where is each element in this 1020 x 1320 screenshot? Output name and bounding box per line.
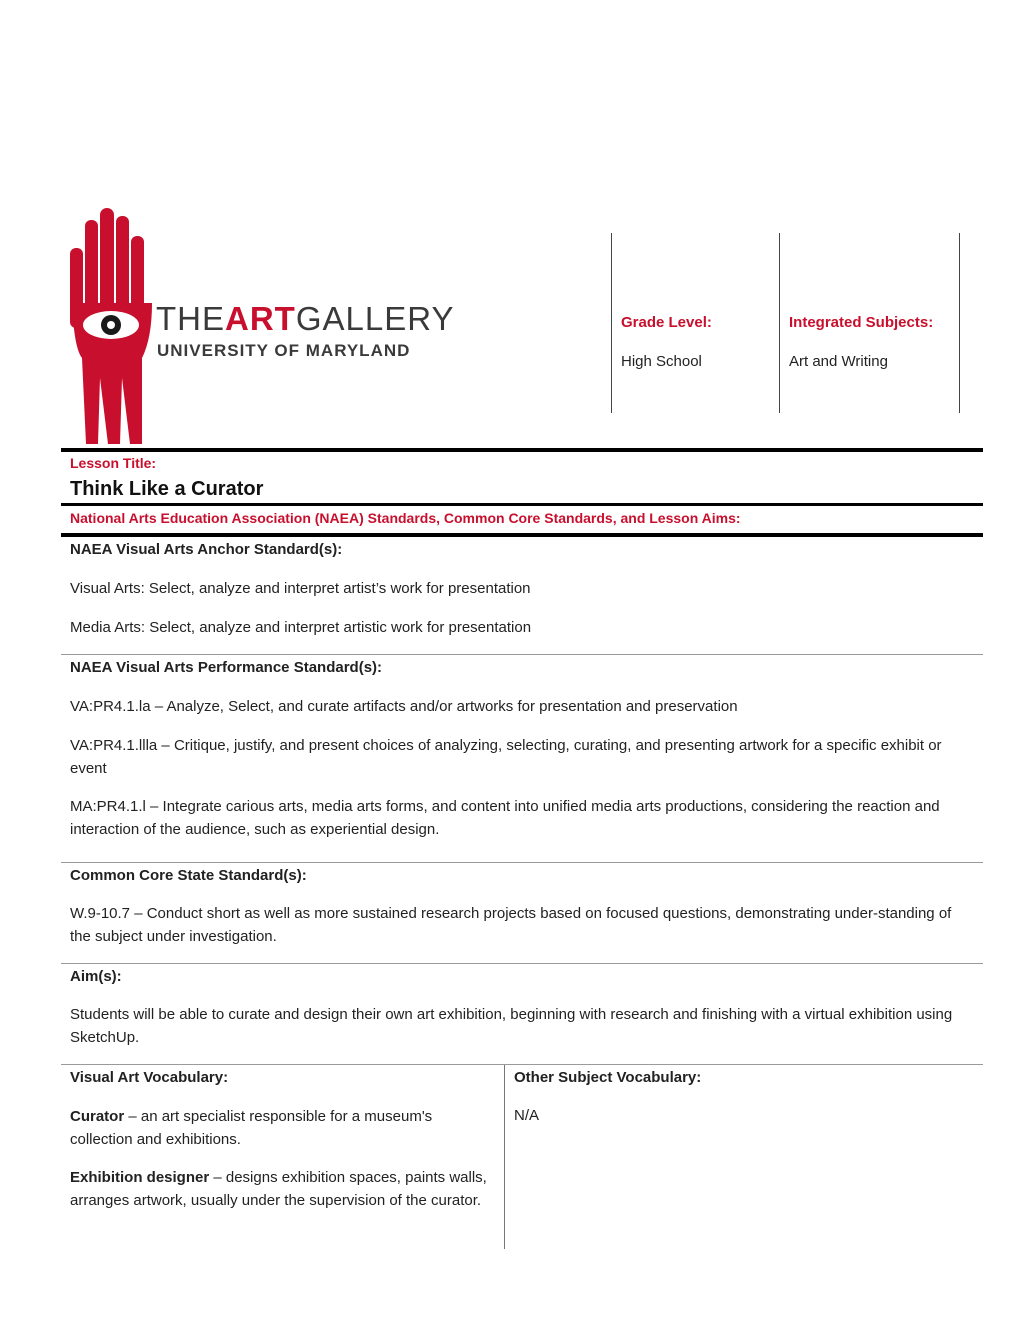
vocab-term: Curator	[70, 1108, 125, 1125]
section-divider	[61, 654, 983, 655]
logo-university: UNIVERSITY OF MARYLAND	[157, 341, 411, 360]
vocab-term: Exhibition designer	[70, 1169, 210, 1186]
grade-level-label: Grade Level:	[621, 314, 712, 331]
logo-gallery: GALLERY	[295, 300, 455, 337]
lesson-title: Think Like a Curator	[70, 478, 264, 500]
integrated-subjects-label: Integrated Subjects:	[789, 314, 934, 331]
thick-rule	[61, 448, 983, 452]
performance-standard-heading: NAEA Visual Arts Performance Standard(s):	[70, 659, 383, 676]
performance-standard-item: VA:PR4.1.la – Analyze, Select, and curate artifacts and/or artworks for presentation and preservation	[70, 698, 738, 715]
logo-the: THE	[156, 300, 225, 337]
other-vocab-value: N/A	[514, 1107, 540, 1124]
header-divider	[959, 233, 960, 413]
integrated-subjects-value: Art and Writing	[789, 353, 888, 370]
other-vocab-heading: Other Subject Vocabulary:	[514, 1069, 702, 1086]
anchor-standard-item: Visual Arts: Select, analyze and interpret artist’s work for presentation	[70, 580, 531, 597]
vocab-column-divider	[504, 1065, 505, 1249]
lesson-title-label: Lesson Title:	[70, 455, 157, 471]
section-divider	[61, 963, 983, 964]
logo-wordmark	[156, 300, 454, 338]
header-divider	[779, 233, 780, 413]
performance-standard-item: MA:PR4.1.l – Integrate carious arts, media arts forms, and content into unified media arts productions, considering the reaction and interaction of the audience, such as experiential design.	[70, 798, 940, 838]
visual-vocab-heading: Visual Art Vocabulary:	[70, 1069, 229, 1086]
vocab-term-entry	[70, 1166, 498, 1212]
section-divider	[61, 862, 983, 863]
performance-standard-item: VA:PR4.1.llla – Critique, justify, and present choices of analyzing, selecting, curating, and presenting artwork for a specific exhibit or event	[70, 737, 942, 777]
thick-rule	[61, 533, 983, 537]
anchor-standard-heading: NAEA Visual Arts Anchor Standard(s):	[70, 541, 343, 558]
vocab-definition: – designs exhibition spaces, paints walls, arranges artwork, usually under the supervision of the curator.	[70, 1169, 487, 1209]
aims-text: Students will be able to curate and design their own art exhibition, beginning with research and finishing with a virtual exhibition using SketchUp.	[70, 1006, 953, 1046]
thick-rule	[61, 503, 983, 506]
common-core-heading: Common Core State Standard(s):	[70, 867, 307, 884]
anchor-standard-item: Media Arts: Select, analyze and interpret artistic work for presentation	[70, 619, 532, 636]
aims-heading: Aim(s):	[70, 968, 122, 985]
header-divider	[611, 233, 612, 413]
grade-level-value: High School	[621, 353, 702, 370]
standards-heading: National Arts Education Association (NAEA) Standards, Common Core Standards, and Lesson Aims:	[70, 510, 741, 526]
logo-art: ART	[225, 300, 296, 337]
common-core-text: W.9-10.7 – Conduct short as well as more sustained research projects based on focused questions, demonstrating under-standing of the subject under investigation.	[70, 905, 952, 945]
vocab-definition: – an art specialist responsible for a museum's collection and exhibitions.	[70, 1108, 433, 1148]
gallery-hand-logo-icon	[68, 208, 160, 444]
vocab-term-entry	[70, 1105, 498, 1151]
section-divider	[61, 1064, 983, 1065]
